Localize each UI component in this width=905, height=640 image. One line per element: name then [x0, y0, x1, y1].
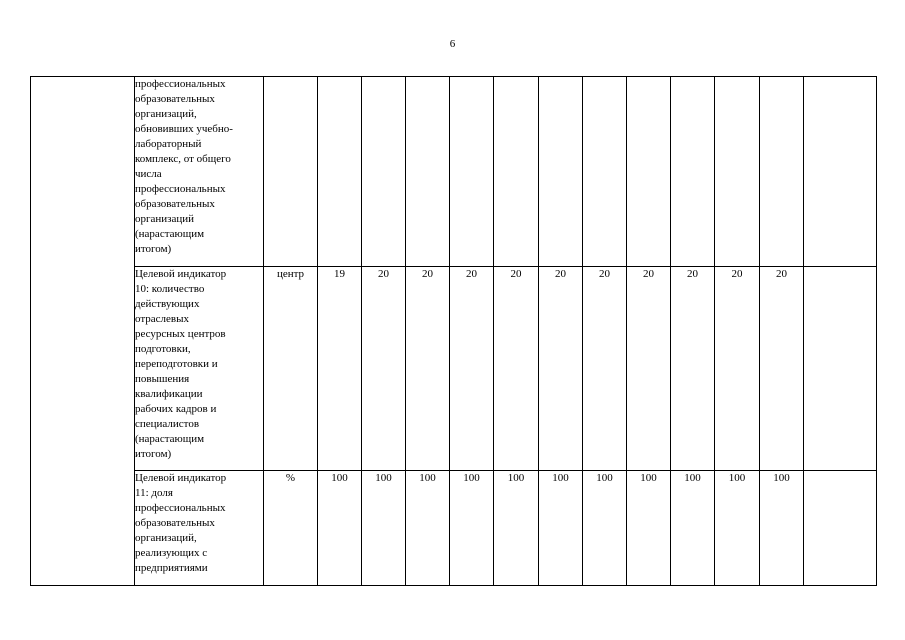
value-cell	[406, 77, 450, 267]
description-line: предприятиями	[135, 562, 208, 574]
value-cell	[627, 77, 671, 267]
description-line: (нарастающим	[135, 228, 205, 240]
description-line: образовательных	[135, 93, 215, 105]
description-line: обновивших учебно-	[135, 123, 233, 135]
value-cell	[760, 77, 804, 267]
description-line: рабочих кадров и	[135, 403, 217, 415]
value-cell: 20	[760, 267, 804, 471]
description-line: подготовки,	[135, 343, 191, 355]
value-cell	[450, 77, 494, 267]
unit-cell: %	[264, 471, 318, 586]
value-cell: 100	[494, 471, 539, 586]
empty-last-column-cell	[804, 77, 877, 267]
value-cell: 20	[362, 267, 406, 471]
value-cell: 20	[715, 267, 760, 471]
value-cell	[494, 77, 539, 267]
description-line: итогом)	[135, 448, 172, 460]
table-row	[31, 267, 877, 471]
unit-cell: центр	[264, 267, 318, 471]
description-line: 10: количество	[135, 283, 205, 295]
value-cell	[362, 77, 406, 267]
description-line: 11: доля	[135, 487, 173, 499]
description-line: организаций,	[135, 532, 197, 544]
indicators-table	[30, 76, 877, 586]
value-cell: 20	[627, 267, 671, 471]
description-line: Целевой индикатор	[135, 472, 227, 484]
description-line: Целевой индикатор	[135, 268, 227, 280]
table-row	[31, 77, 877, 267]
description-line: организаций,	[135, 108, 197, 120]
value-cell: 100	[539, 471, 583, 586]
empty-last-column-cell	[804, 267, 877, 471]
indicator-description-cell	[135, 267, 264, 471]
value-cell: 20	[450, 267, 494, 471]
value-cell: 100	[760, 471, 804, 586]
description-line: повышения	[135, 373, 190, 385]
description-line: квалификации	[135, 388, 203, 400]
value-cell: 20	[583, 267, 627, 471]
table-row	[31, 471, 877, 586]
unit-cell	[264, 77, 318, 267]
indicator-description-cell	[135, 77, 264, 267]
value-cell: 20	[494, 267, 539, 471]
description-line: комплекс, от общего	[135, 153, 231, 165]
description-line: специалистов	[135, 418, 200, 430]
description-line: (нарастающим	[135, 433, 205, 445]
description-line: профессиональных	[135, 183, 226, 195]
value-cell: 100	[318, 471, 362, 586]
empty-first-column-cell	[31, 77, 135, 586]
description-line: числа	[135, 168, 162, 180]
description-line: действующих	[135, 298, 200, 310]
value-cell: 100	[715, 471, 760, 586]
description-line: образовательных	[135, 198, 215, 210]
value-cell: 100	[362, 471, 406, 586]
description-line: профессиональных	[135, 502, 226, 514]
description-line: образовательных	[135, 517, 215, 529]
value-cell	[715, 77, 760, 267]
description-line: организаций	[135, 213, 195, 225]
indicator-description-cell	[135, 471, 264, 586]
value-cell: 100	[406, 471, 450, 586]
page-number: 6	[449, 38, 456, 50]
value-cell: 100	[450, 471, 494, 586]
value-cell: 100	[627, 471, 671, 586]
value-cell: 100	[583, 471, 627, 586]
description-line: реализующих с	[135, 547, 208, 559]
empty-last-column-cell	[804, 471, 877, 586]
value-cell: 19	[318, 267, 362, 471]
value-cell: 20	[406, 267, 450, 471]
value-cell: 20	[539, 267, 583, 471]
value-cell: 100	[671, 471, 715, 586]
description-line: лабораторный	[135, 138, 202, 150]
description-line: переподготовки и	[135, 358, 218, 370]
value-cell	[318, 77, 362, 267]
value-cell	[539, 77, 583, 267]
value-cell	[583, 77, 627, 267]
value-cell	[671, 77, 715, 267]
value-cell: 20	[671, 267, 715, 471]
description-line: итогом)	[135, 243, 172, 255]
description-line: профессиональных	[135, 78, 226, 90]
description-line: ресурсных центров	[135, 328, 226, 340]
description-line: отраслевых	[135, 313, 190, 325]
